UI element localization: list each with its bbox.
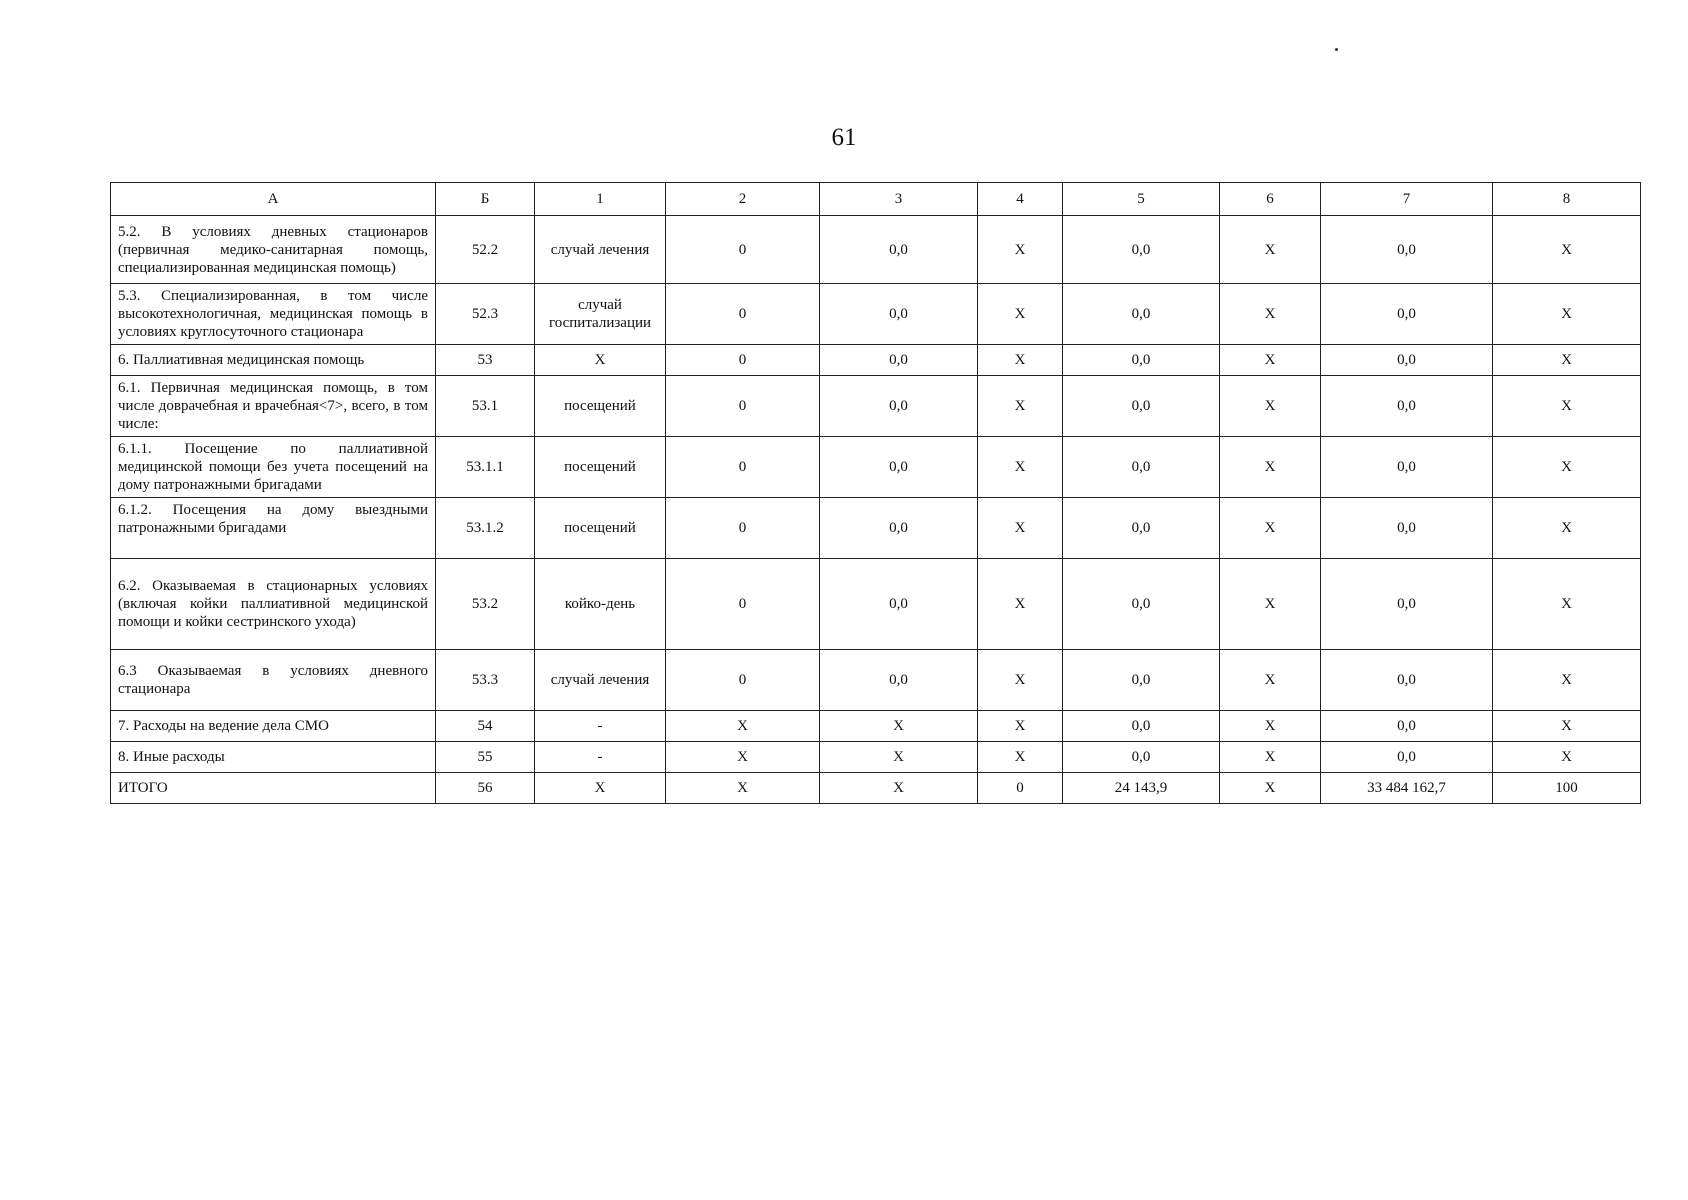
row-name: 5.3. Специализированная, в том числе высокотехнологичная, медицинская помощь в условиях круглосуточного стационара [111, 284, 436, 345]
cell-col-7: 0,0 [1321, 345, 1493, 376]
cell-col-8: X [1493, 559, 1641, 650]
cell-col-8: X [1493, 284, 1641, 345]
row-name: 6. Паллиативная медицинская помощь [111, 345, 436, 376]
row-name: 8. Иные расходы [111, 742, 436, 773]
cell-col-3: 0,0 [820, 437, 978, 498]
cell-col-6: X [1220, 345, 1321, 376]
column-header: 3 [820, 183, 978, 216]
page-number: 61 [831, 124, 857, 151]
table-row [111, 742, 1641, 773]
table-header-row [111, 183, 1641, 216]
row-unit: X [535, 345, 666, 376]
cell-col-2: 0 [666, 216, 820, 284]
row-unit: посещений [535, 498, 666, 559]
cell-col-8: 100 [1493, 773, 1641, 804]
row-unit: случай лечения [535, 650, 666, 711]
row-code: 53.1.2 [436, 498, 535, 559]
cell-col-4: X [978, 437, 1063, 498]
row-name: 6.3 Оказываемая в условиях дневного стационара [111, 650, 436, 711]
cell-col-4: X [978, 376, 1063, 437]
column-header: 7 [1321, 183, 1493, 216]
cell-col-8: X [1493, 376, 1641, 437]
row-code: 55 [436, 742, 535, 773]
row-code: 52.2 [436, 216, 535, 284]
cell-col-8: X [1493, 711, 1641, 742]
row-unit: посещений [535, 376, 666, 437]
cell-col-2: 0 [666, 376, 820, 437]
column-header: 4 [978, 183, 1063, 216]
cell-col-2: 0 [666, 284, 820, 345]
total-row [111, 773, 1641, 804]
cell-col-5: 0,0 [1063, 650, 1220, 711]
column-header: 1 [535, 183, 666, 216]
cell-col-6: X [1220, 559, 1321, 650]
cell-col-2: X [666, 773, 820, 804]
cell-col-7: 0,0 [1321, 650, 1493, 711]
table-row [111, 498, 1641, 559]
cell-col-5: 0,0 [1063, 711, 1220, 742]
cell-col-3: 0,0 [820, 559, 978, 650]
cell-col-6: X [1220, 498, 1321, 559]
cell-col-6: X [1220, 711, 1321, 742]
cell-col-6: X [1220, 773, 1321, 804]
cell-col-5: 0,0 [1063, 216, 1220, 284]
table-row [111, 345, 1641, 376]
cell-col-4: X [978, 559, 1063, 650]
row-code: 53 [436, 345, 535, 376]
report-table [110, 182, 1641, 804]
table-row [111, 376, 1641, 437]
column-header: А [111, 183, 436, 216]
row-unit: - [535, 742, 666, 773]
cell-col-4: X [978, 650, 1063, 711]
cell-col-4: X [978, 711, 1063, 742]
column-header: 8 [1493, 183, 1641, 216]
cell-col-7: 0,0 [1321, 498, 1493, 559]
cell-col-4: X [978, 742, 1063, 773]
cell-col-8: X [1493, 437, 1641, 498]
row-name: 5.2. В условиях дневных стационаров (первичная медико-санитарная помощь, специализированная медицинская помощь) [111, 216, 436, 284]
cell-col-6: X [1220, 376, 1321, 437]
row-unit: - [535, 711, 666, 742]
row-code: 56 [436, 773, 535, 804]
cell-col-2: 0 [666, 437, 820, 498]
cell-col-2: 0 [666, 559, 820, 650]
cell-col-3: 0,0 [820, 284, 978, 345]
cell-col-5: 0,0 [1063, 345, 1220, 376]
table-row [111, 711, 1641, 742]
cell-col-2: 0 [666, 650, 820, 711]
column-header: 2 [666, 183, 820, 216]
cell-col-7: 0,0 [1321, 216, 1493, 284]
cell-col-5: 0,0 [1063, 559, 1220, 650]
table-row [111, 559, 1641, 650]
cell-col-2: 0 [666, 498, 820, 559]
cell-col-5: 0,0 [1063, 498, 1220, 559]
cell-col-4: X [978, 284, 1063, 345]
row-name: ИТОГО [111, 773, 436, 804]
cell-col-4: X [978, 498, 1063, 559]
cell-col-7: 0,0 [1321, 711, 1493, 742]
column-header: 5 [1063, 183, 1220, 216]
row-name: 6.2. Оказываемая в стационарных условиях (включая койки паллиативной медицинской помощи и койки сестринского ухода) [111, 559, 436, 650]
cell-col-4: X [978, 216, 1063, 284]
cell-col-2: X [666, 742, 820, 773]
cell-col-6: X [1220, 742, 1321, 773]
table-row [111, 437, 1641, 498]
cell-col-4: X [978, 345, 1063, 376]
cell-col-8: X [1493, 216, 1641, 284]
cell-col-5: 24 143,9 [1063, 773, 1220, 804]
row-name: 6.1.2. Посещения на дому выездными патронажными бригадами [111, 498, 436, 559]
cell-col-4: 0 [978, 773, 1063, 804]
cell-col-3: X [820, 711, 978, 742]
cell-col-6: X [1220, 216, 1321, 284]
cell-col-7: 0,0 [1321, 742, 1493, 773]
table-row [111, 216, 1641, 284]
column-header: Б [436, 183, 535, 216]
cell-col-3: 0,0 [820, 216, 978, 284]
cell-col-8: X [1493, 345, 1641, 376]
row-code: 53.2 [436, 559, 535, 650]
row-code: 54 [436, 711, 535, 742]
cell-col-6: X [1220, 284, 1321, 345]
cell-col-7: 0,0 [1321, 437, 1493, 498]
row-unit: койко-день [535, 559, 666, 650]
cell-col-2: X [666, 711, 820, 742]
table-row [111, 284, 1641, 345]
row-code: 52.3 [436, 284, 535, 345]
row-code: 53.3 [436, 650, 535, 711]
row-name: 7. Расходы на ведение дела СМО [111, 711, 436, 742]
cell-col-5: 0,0 [1063, 437, 1220, 498]
row-unit: посещений [535, 437, 666, 498]
cell-col-3: 0,0 [820, 498, 978, 559]
row-code: 53.1 [436, 376, 535, 437]
row-code: 53.1.1 [436, 437, 535, 498]
cell-col-3: 0,0 [820, 345, 978, 376]
cell-col-7: 33 484 162,7 [1321, 773, 1493, 804]
cell-col-2: 0 [666, 345, 820, 376]
cell-col-5: 0,0 [1063, 284, 1220, 345]
cell-col-3: 0,0 [820, 650, 978, 711]
cell-col-3: X [820, 773, 978, 804]
cell-col-8: X [1493, 498, 1641, 559]
table-row [111, 650, 1641, 711]
cell-col-6: X [1220, 650, 1321, 711]
cell-col-5: 0,0 [1063, 742, 1220, 773]
scan-speck [1335, 48, 1338, 51]
row-name: 6.1.1. Посещение по паллиативной медицинской помощи без учета посещений на дому патронажными бригадами [111, 437, 436, 498]
cell-col-7: 0,0 [1321, 284, 1493, 345]
cell-col-8: X [1493, 742, 1641, 773]
cell-col-5: 0,0 [1063, 376, 1220, 437]
row-unit: X [535, 773, 666, 804]
cell-col-6: X [1220, 437, 1321, 498]
row-unit: случай госпитализации [535, 284, 666, 345]
cell-col-3: 0,0 [820, 376, 978, 437]
cell-col-3: X [820, 742, 978, 773]
cell-col-8: X [1493, 650, 1641, 711]
cell-col-7: 0,0 [1321, 559, 1493, 650]
row-name: 6.1. Первичная медицинская помощь, в том числе доврачебная и врачебная<7>, всего, в том числе: [111, 376, 436, 437]
cell-col-7: 0,0 [1321, 376, 1493, 437]
column-header: 6 [1220, 183, 1321, 216]
row-unit: случай лечения [535, 216, 666, 284]
